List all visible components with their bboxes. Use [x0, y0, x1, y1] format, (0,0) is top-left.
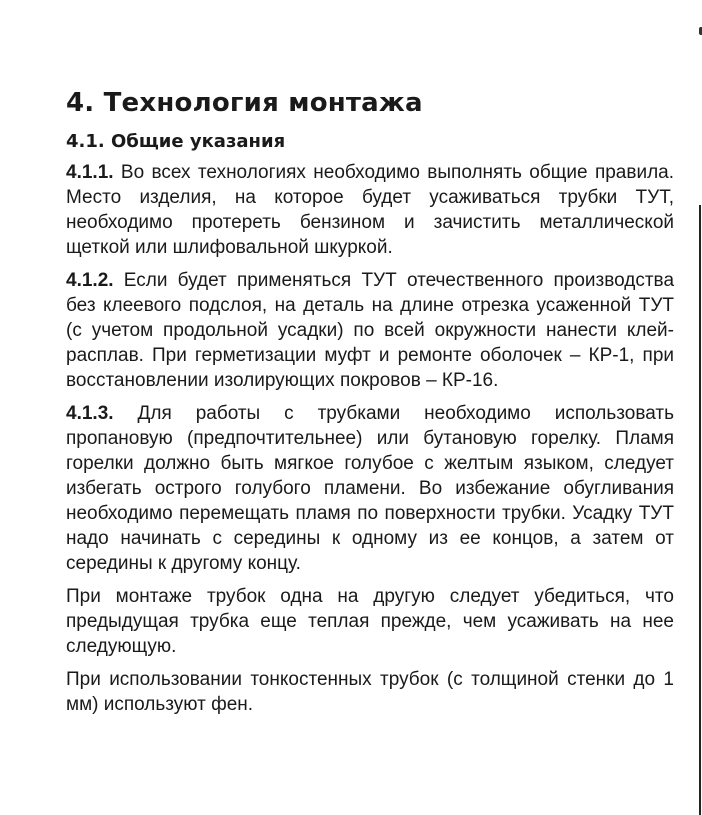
document-page: [66, 86, 674, 725]
paragraph-4-1-2: [66, 268, 674, 393]
subsection-title: 4.1. Общие указания: [66, 131, 286, 152]
paragraph-number: 4.1.3.: [66, 403, 114, 424]
paragraph-number: 4.1.1.: [66, 162, 114, 183]
paragraph-stacking-note: [66, 584, 674, 659]
paragraph-4-1-3: [66, 401, 674, 576]
paragraph-text: Если будет применяться ТУТ отечественного производства без клеевого подслоя, на деталь на длине отрезка усаженной ТУТ (с учетом продольной усадки) по всей окружности нанести клей-расплав. При герметизации муфт и ремонте оболочек – КР-1, при восстановлении изолирующих покровов – КР-16.: [66, 270, 675, 391]
paragraph-thin-wall-note: [66, 667, 674, 717]
paragraph-text: Во всех технологиях необходимо выполнять общие правила. Место изделия, на которое будет усаживаться трубки ТУТ, необходимо протереть бензином и зачистить металлической щеткой или шлифовальной шкуркой.: [66, 162, 675, 258]
paragraph-4-1-1: [66, 160, 674, 260]
paragraph-text: Для работы с трубками необходимо использовать пропановую (предпочтительнее) или бутановую горелку. Пламя горелки должно быть мягкое голубое с желтым языком, следует избегать острого голубого пламени. Во избежание обугливания необходимо перемещать пламя по поверхности трубки. Усадку ТУТ надо начинать с середины к одному из ее концов, а затем от середины к другому концу.: [66, 403, 674, 574]
paragraph-text: При монтаже трубок одна на другую следует убедиться, что предыдущая трубка еще теплая прежде, чем усаживать на нее следующую.: [66, 586, 674, 657]
paragraph-text: При использовании тонкостенных трубок (с толщиной стенки до 1 мм) используют фен.: [66, 669, 674, 715]
page-edge-line: [699, 205, 701, 815]
section-title: 4. Технология монтажа: [66, 88, 423, 118]
paragraph-number: 4.1.2.: [66, 270, 114, 291]
